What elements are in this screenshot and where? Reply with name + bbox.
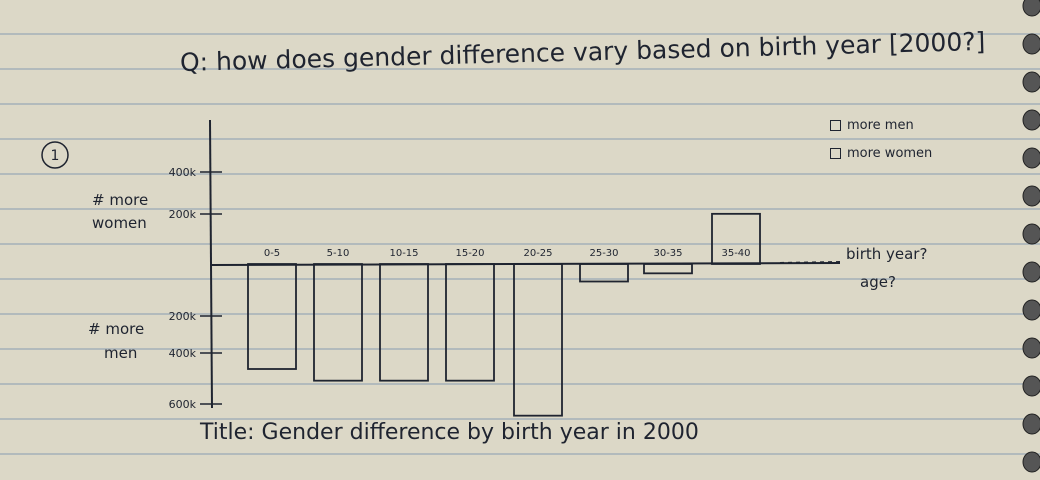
x-axis-label-line2: age? [860,273,896,291]
y-tick-label: 600k [168,398,196,411]
bar-20-25 [514,264,562,416]
x-category-label: 30-35 [653,248,683,259]
x-category-label: 35-40 [721,248,751,259]
y-tick-label: 400k [168,347,196,360]
y-tick-label: 400k [168,166,196,179]
bar-15-20 [446,264,494,381]
x-category-label: 20-25 [523,248,553,259]
x-category-label: 0-5 [263,248,281,259]
legend-label-women: more women [847,146,933,161]
x-category-label: 5-10 [326,248,350,259]
x-axis-label-line1: birth year? [846,245,928,263]
bar-25-30 [580,264,628,282]
x-category-label: 10-15 [389,248,419,259]
bar-0-5 [248,264,296,369]
y-tick-label: 200k [168,310,196,323]
y-axis-line [210,120,212,408]
y-label-women-line2: women [92,214,147,232]
x-category-label: 15-20 [455,248,485,259]
legend-label-men: more men [847,118,914,133]
bar-5-10 [314,264,362,381]
bar-30-35 [644,264,692,273]
y-tick-label: 200k [168,208,196,221]
chart-title: Title: Gender difference by birth year in 2000 [200,420,699,445]
y-label-men-line2: men [104,344,138,362]
y-label-women-line1: # more [92,191,149,209]
x-category-label: 25-30 [589,248,619,259]
bar-10-15 [380,264,428,381]
item-number: 1 [50,148,60,164]
y-label-men-line1: # more [88,320,145,338]
question-text: Q: how does gender difference vary based on birth year [2000?] [179,26,986,77]
